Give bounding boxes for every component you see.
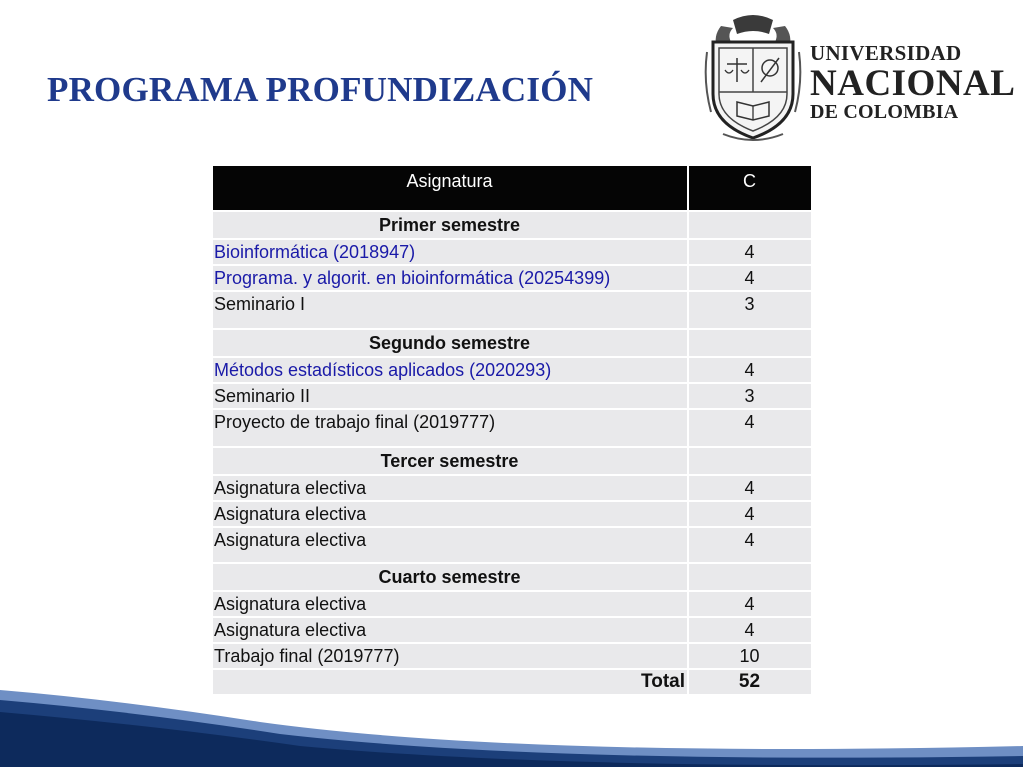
table-header-row <box>212 165 812 211</box>
table-row <box>212 501 812 527</box>
table-row <box>212 383 812 409</box>
table-row <box>212 475 812 501</box>
semester-credits <box>688 563 812 591</box>
course-name: Bioinformática (2018947) <box>212 239 688 265</box>
header-asignatura: Asignatura <box>212 165 688 211</box>
course-name: Asignatura electiva <box>212 591 688 617</box>
course-credits: 4 <box>688 617 812 643</box>
table-row <box>212 291 812 329</box>
semester-credits <box>688 329 812 357</box>
table-row <box>212 617 812 643</box>
logo-wordmark <box>810 43 1015 122</box>
course-credits: 4 <box>688 527 812 563</box>
course-credits: 4 <box>688 475 812 501</box>
semester-name: Segundo semestre <box>212 329 688 357</box>
semester-name: Tercer semestre <box>212 447 688 475</box>
slide-title: PROGRAMA PROFUNDIZACIÓN <box>47 70 594 109</box>
course-name: Asignatura electiva <box>212 475 688 501</box>
course-name: Métodos estadísticos aplicados (2020293) <box>212 357 688 383</box>
course-credits: 4 <box>688 357 812 383</box>
course-name: Trabajo final (2019777) <box>212 643 688 669</box>
semester-row <box>212 447 812 475</box>
semester-row <box>212 563 812 591</box>
total-value: 52 <box>688 669 812 695</box>
university-logo <box>703 12 1016 144</box>
table-row <box>212 239 812 265</box>
semester-name: Cuarto semestre <box>212 563 688 591</box>
semester-row <box>212 329 812 357</box>
semester-name: Primer semestre <box>212 211 688 239</box>
semester-credits <box>688 447 812 475</box>
course-name: Programa. y algorit. en bioinformática (20254399) <box>212 265 688 291</box>
university-coat-of-arms-icon <box>703 12 803 144</box>
total-label: Total <box>212 669 688 695</box>
semester-credits <box>688 211 812 239</box>
course-credits: 4 <box>688 501 812 527</box>
logo-line-universidad: UNIVERSIDAD <box>810 41 962 65</box>
course-credits: 3 <box>688 383 812 409</box>
course-name: Proyecto de trabajo final (2019777) <box>212 409 688 447</box>
course-name: Seminario I <box>212 291 688 329</box>
table-row <box>212 409 812 447</box>
table-row <box>212 265 812 291</box>
course-name: Asignatura electiva <box>212 617 688 643</box>
curriculum-table <box>211 164 813 696</box>
course-name: Asignatura electiva <box>212 527 688 563</box>
course-credits: 10 <box>688 643 812 669</box>
course-name: Seminario II <box>212 383 688 409</box>
table-row <box>212 591 812 617</box>
logo-line-colombia: DE COLOMBIA <box>810 101 959 123</box>
course-credits: 4 <box>688 409 812 447</box>
footer-swoosh <box>0 660 1023 767</box>
logo-line-nacional: NACIONAL <box>810 63 1016 104</box>
course-credits: 4 <box>688 239 812 265</box>
course-credits: 4 <box>688 265 812 291</box>
header-credits: C <box>688 165 812 211</box>
table-row <box>212 527 812 563</box>
semester-row <box>212 211 812 239</box>
table-row <box>212 357 812 383</box>
course-name: Asignatura electiva <box>212 501 688 527</box>
course-credits: 3 <box>688 291 812 329</box>
course-credits: 4 <box>688 591 812 617</box>
